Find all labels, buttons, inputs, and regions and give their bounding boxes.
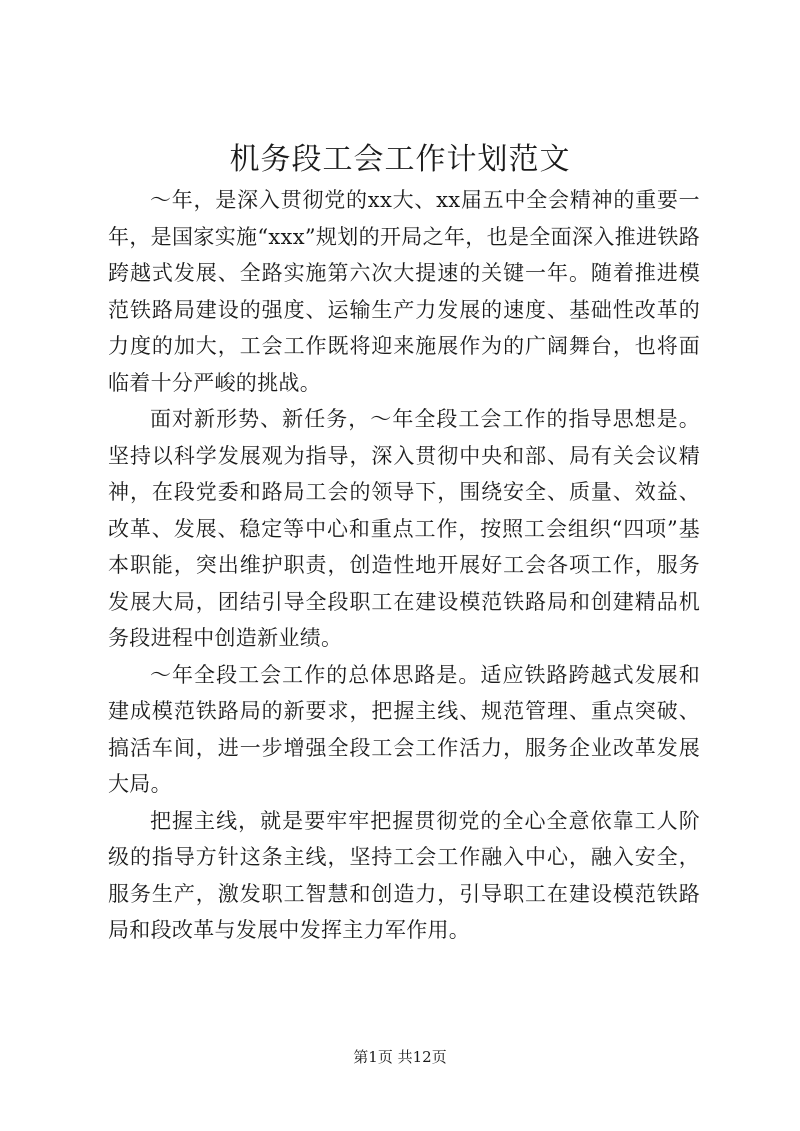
paragraph-1: ～年，是深入贯彻党的xx大、xx届五中全会精神的重要一年，是国家实施“xxx”规划的开局之年，也是全面深入推进铁路跨越式发展、全路实施第六次大提速的关键一年。随着推进模范铁路局建设的强度、运输生产力发展的速度、基础性改革的力度的加大，工会工作既将迎来施展作为的广阔舞台，也将面临着十分严峻的挑战。 <box>108 188 700 395</box>
document-body <box>108 182 700 949</box>
paragraph-2: 面对新形势、新任务，～年全段工会工作的指导思想是。坚持以科学发展观为指导，深入贯彻中央和部、局有关会议精神，在段党委和路局工会的领导下，围绕安全、质量、效益、改革、发展、稳定等中心和重点工作，按照工会组织“四项”基本职能，突出维护职责，创造性地开展好工会各项工作，服务发展大局，团结引导全段职工在建设模范铁路局和创建精品机务段进程中创造新业绩。 <box>108 407 700 650</box>
paragraph-4: 把握主线，就是要牢牢把握贯彻党的全心全意依靠工人阶级的指导方针这条主线，坚持工会工作融入中心，融入安全，服务生产，激发职工智慧和创造力，引导职工在建设模范铁路局和段改革与发展中发挥主力军作用。 <box>108 808 700 942</box>
document-title: 机务段工会工作计划范文 <box>229 142 571 177</box>
page-number-footer: 第1页 共12页 <box>353 1048 447 1066</box>
paragraph-3: ～年全段工会工作的总体思路是。适应铁路跨越式发展和建成模范铁路局的新要求，把握主线、规范管理、重点突破、搞活车间，进一步增强全段工会工作活力，服务企业改革发展大局。 <box>108 662 700 796</box>
